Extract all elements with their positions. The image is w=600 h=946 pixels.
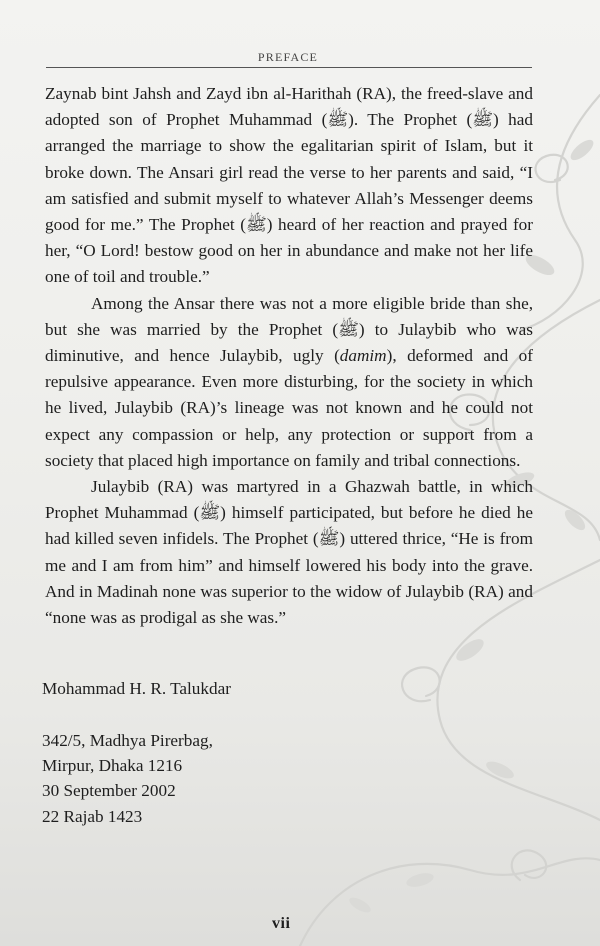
- running-head: PREFACE: [257, 50, 319, 64]
- address-date-hijri: 22 Rajab 1423: [42, 806, 143, 826]
- paragraph-2-text-start: Among the Ansar there was not a more eligible bride than she, but she was married by the Prophet (ﷺ) to Julaybib who was diminutive, and hence Julaybib, ugly (: [45, 293, 533, 366]
- paragraph-2-text-end: ), deformed and of repulsive appearance. Even more disturbing, for the society in which he lived, Julaybib (RA)’s lineage was not known and he could not expect any compassion or help, any protection or support from a society that placed high importance on family and tribal connections.: [45, 346, 533, 470]
- address-line-2: Mirpur, Dhaka 1216: [42, 756, 183, 776]
- ornament-vine-bottom: [300, 858, 600, 946]
- ornament-leaf-7: [405, 871, 435, 890]
- preface-body: [45, 81, 533, 631]
- header-rule: [46, 67, 532, 68]
- ornament-leaf-5: [453, 635, 487, 665]
- ornament-curl-3: [402, 667, 440, 701]
- ornament-leaf-6: [484, 758, 516, 782]
- page-number: vii: [272, 915, 291, 932]
- paragraph-3: Julaybib (RA) was martyred in a Ghazwah battle, in which Prophet Muhammad (ﷺ) himself participated, but before he died he had killed seven infidels. The Prophet (ﷺ) uttered thrice, “He is from me and I am from him” and himself lowered his body into the grave. And in Madinah none was superior to the widow of Julaybib (RA) and “none was as prodigal as she was.”: [45, 477, 533, 628]
- ornament-curl-1: [536, 155, 568, 182]
- ornament-curl-4: [512, 850, 546, 880]
- address-date-gregorian: 30 September 2002: [42, 781, 176, 801]
- address-line-1: 342/5, Madhya Pirerbag,: [42, 731, 213, 750]
- paragraph-1: Zaynab bint Jahsh and Zayd ibn al-Harithah (RA), the freed-slave and adopted son of Prophet Muhammad (ﷺ). The Prophet (ﷺ) had arranged the marriage to show the egalitarian spirit of Islam, but it broke down. The Ansari girl read the verse to her parents and said, “I am satisfied and submit myself to whatever Allah’s Messenger deems good for me.” The Prophet (ﷺ) heard of her reaction and prayed for her, “O Lord! bestow good on her in abundance and make not her life one of toil and trouble.”: [45, 84, 534, 287]
- italic-term-damim: damim: [339, 346, 387, 366]
- author-signature: Mohammad H. R. Talukdar: [42, 679, 231, 698]
- ornament-leaf-1: [567, 136, 596, 163]
- paragraph-2: [45, 291, 533, 474]
- ornament-leaf-8: [347, 895, 373, 916]
- author-address: [42, 728, 213, 829]
